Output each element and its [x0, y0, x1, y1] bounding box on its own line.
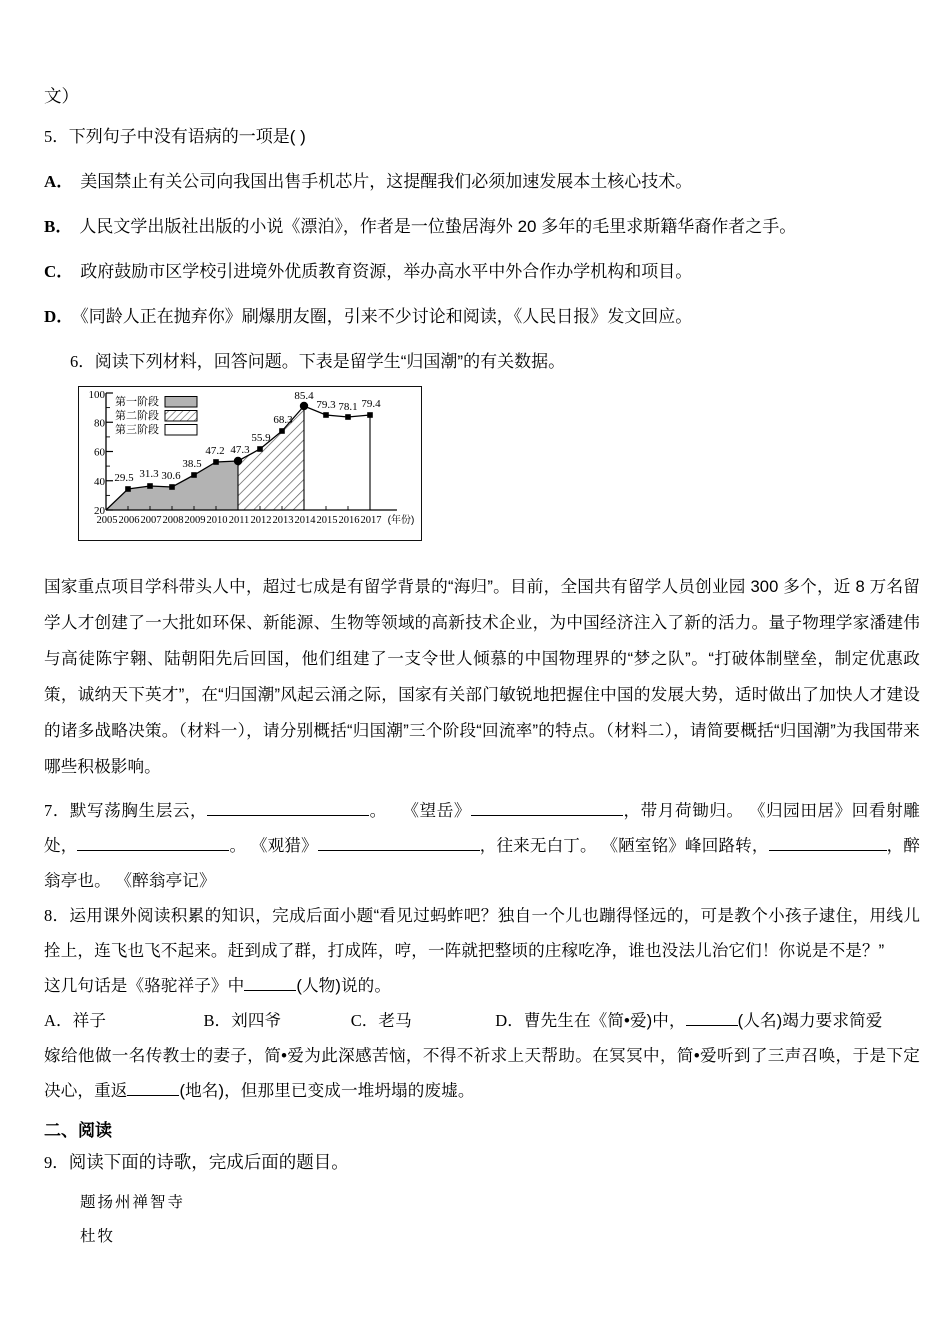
svg-text:60: 60	[94, 446, 105, 458]
svg-text:2017: 2017	[360, 514, 382, 526]
q8-substem-post: (人物)说的。	[296, 975, 392, 995]
q7-blank-4[interactable]	[318, 834, 480, 851]
svg-text:2008: 2008	[162, 514, 184, 526]
question-8-stem	[44, 898, 920, 968]
q8-option-label-a: A．	[44, 1010, 73, 1030]
svg-text:29.5: 29.5	[114, 471, 134, 484]
q7-seg5: 。 《观猎》	[229, 835, 318, 855]
question-5-text: 下列句子中没有语病的一项是( )	[68, 126, 306, 146]
svg-text:55.9: 55.9	[251, 431, 271, 444]
option-label-b: B．	[44, 216, 73, 236]
q8-blank-place[interactable]	[127, 1079, 179, 1096]
svg-text:2014: 2014	[294, 514, 316, 526]
question-6-stem	[44, 347, 920, 372]
svg-text:47.3: 47.3	[230, 443, 250, 456]
q7-seg7: ，醉翁亭也。 《醉翁亭记》	[44, 835, 921, 890]
svg-text:2012: 2012	[250, 514, 272, 526]
question-7-number: 7．	[44, 800, 70, 820]
svg-text:2016: 2016	[338, 514, 360, 526]
q8-blank-name[interactable]	[686, 1009, 738, 1026]
q7-seg1: 默写荡胸生层云，	[69, 800, 208, 820]
question-9-text: 阅读下面的诗歌，完成后面的题目。	[68, 1151, 349, 1172]
question-5-number: 5．	[44, 126, 69, 146]
svg-text:31.3: 31.3	[139, 467, 159, 480]
svg-text:2007: 2007	[140, 514, 162, 526]
svg-text:85.4: 85.4	[294, 389, 314, 402]
q8-option-label-b: B．	[203, 1010, 232, 1030]
svg-text:(年份): (年份)	[387, 514, 415, 526]
option-label-c: C．	[44, 261, 74, 281]
x-axis-labels	[97, 513, 415, 526]
legend-label-stage-2: 第二阶段	[115, 409, 159, 422]
svg-text:79.3: 79.3	[316, 398, 336, 411]
svg-text:2011: 2011	[228, 514, 250, 526]
poem-author: 杜牧	[80, 1227, 116, 1245]
question-5-option-b[interactable]	[44, 212, 920, 237]
q7-seg2: 。	[369, 800, 387, 820]
svg-text:20: 20	[94, 504, 105, 517]
q7-seg3: 《望岳》	[402, 800, 472, 820]
option-text-a: 美国禁止有关公司向我国出售手机芯片，这提醒我们必须加速发展本土核心技术。	[80, 171, 693, 191]
legend-label-stage-3: 第三阶段	[115, 423, 159, 436]
question-9-number: 9．	[44, 1152, 69, 1172]
question-8-continuation	[44, 1038, 920, 1108]
q8-option-text-b: 刘四爷	[231, 1010, 282, 1030]
option-text-d: 《同龄人正在抛弃你》刷爆朋友圈，引来不少讨论和阅读，《人民日报》发文回应。	[80, 306, 693, 326]
q8-option-b[interactable]	[203, 1011, 281, 1030]
svg-text:2006: 2006	[118, 514, 140, 526]
poem-title: 题扬州禅智寺	[80, 1193, 186, 1211]
q8-substem-pre: 这几句话是《骆驼祥子》中	[44, 975, 245, 995]
marker-2011	[234, 456, 242, 464]
q8-option-label-c: C．	[350, 1010, 379, 1030]
question-5-option-c[interactable]	[44, 257, 920, 282]
top-fragment: 文）	[44, 86, 79, 106]
q8-option-label-d: D．	[495, 1010, 524, 1030]
svg-text:2013: 2013	[272, 514, 294, 526]
legend-swatch-stage-1	[165, 396, 197, 407]
q7-seg4: ，带月荷锄归。 《归园田居》回看射雕处，	[44, 800, 920, 855]
stage-3-area	[304, 406, 370, 510]
q8-option-c[interactable]	[351, 1011, 412, 1030]
svg-text:68.3: 68.3	[273, 413, 293, 426]
legend-label-stage-1: 第一阶段	[115, 395, 159, 408]
q8-blank-character[interactable]	[244, 974, 296, 991]
svg-text:2009: 2009	[184, 514, 206, 526]
chart-svg	[79, 387, 421, 540]
legend-swatch-stage-3	[165, 424, 197, 435]
question-8-substem	[44, 968, 920, 1003]
question-9-stem	[44, 1149, 920, 1174]
q8-option-d[interactable]	[495, 1011, 685, 1030]
svg-text:2005: 2005	[96, 514, 118, 526]
svg-text:47.2: 47.2	[205, 444, 225, 457]
svg-text:40: 40	[94, 475, 105, 488]
question-8-number: 8．	[44, 905, 70, 925]
q7-blank-5[interactable]	[769, 834, 887, 851]
question-5-option-d[interactable]	[44, 302, 920, 327]
question-6-body: 国家重点项目学科带头人中，超过七成是有留学背景的“海归”。目前，全国共有留学人员创业园 300 多个，近 8 万名留学人才创建了一大批如环保、新能源、生物等领域的高新技术企业，为中国经济注入了新的活力。量子物理学家潘建伟与高徒陈宇翱、陆朝阳先后回国，他们组建了一支令世人倾慕的中国物理界的“梦之队”。“打破体制壁垒，制定优惠政策，诚纳天下英才”，在“归国潮”风起云涌之际，国家有关部门敏锐地把握住中国的发展大势，适时做出了加快人才建设的诸多战略决策。（材料一），请分别概括“归国潮”三个阶段“回流率”的特点。（材料二），请简要概括“归国潮”为我国带来哪些积极影响。	[44, 576, 920, 776]
q8-continuation-tail: (地名)，但那里已变成一堆坍塌的废墟。	[179, 1080, 475, 1100]
page-content	[44, 88, 920, 1254]
guiguochao-line-chart	[78, 386, 422, 541]
svg-text:2010: 2010	[206, 514, 228, 526]
option-text-c: 政府鼓励市区学校引进境外优质教育资源，举办高水平中外合作办学机构和项目。	[80, 261, 693, 281]
q8-continuation-text: 嫁给他做一名传教士的妻子，简•爱为此深感苦恼，不得不祈求上天帮助。在冥冥中，简•爱听到了三声召唤，于是下定决心，重返	[44, 1045, 920, 1100]
question-6-text: 阅读下列材料，回答问题。下表是留学生“归国潮”的有关数据。	[94, 351, 566, 371]
question-6-number: 6．	[70, 351, 95, 371]
q8-option-text-c: 老马	[378, 1010, 412, 1030]
question-7	[44, 793, 920, 898]
svg-text:80: 80	[94, 417, 105, 429]
option-label-d: D．	[44, 306, 74, 326]
section-2-heading: 二、阅读	[44, 1120, 112, 1140]
y-axis-labels	[89, 389, 106, 517]
option-text-b: 人民文学出版社出版的小说《漂泊》，作者是一位蛰居海外 20 多年的毛里求斯籍华裔作者之手。	[79, 216, 797, 236]
svg-text:78.1: 78.1	[338, 400, 358, 413]
q7-seg6: ，往来无白丁。 《陋室铭》峰回路转，	[479, 835, 769, 855]
marker-2014	[300, 401, 308, 409]
question-8-options-row	[44, 1003, 920, 1038]
q8-option-d-tail: (人名)竭力要求简爱	[737, 1010, 883, 1030]
svg-text:100: 100	[88, 388, 105, 401]
q8-option-text-a: 祥子	[72, 1010, 107, 1030]
q8-option-a[interactable]	[44, 1011, 106, 1030]
q7-blank-3[interactable]	[77, 834, 229, 851]
q7-blank-1[interactable]	[207, 799, 369, 816]
svg-text:30.6: 30.6	[161, 469, 181, 482]
q7-blank-2[interactable]	[471, 799, 623, 816]
question-5-option-a[interactable]	[44, 167, 920, 192]
chart-legend	[115, 395, 197, 436]
svg-text:38.5: 38.5	[182, 457, 202, 470]
legend-swatch-stage-2	[165, 410, 197, 421]
question-8-text: 运用课外阅读积累的知识，完成后面小题“看见过蚂蚱吧？独自一个儿也蹦得怪远的，可是教个小孩子逮住，用线儿拴上，连飞也飞不起来。赶到成了群，打成阵，哼，一阵就把整顷的庄稼吃净，谁也没法儿治它们！你说是不是？”	[44, 905, 921, 960]
option-label-a: A．	[44, 171, 74, 191]
svg-text:2015: 2015	[316, 514, 338, 526]
question-5-stem	[44, 122, 920, 147]
svg-text:79.4: 79.4	[361, 397, 381, 410]
q8-option-text-d: 曹先生在《简•爱)中，	[523, 1010, 686, 1030]
